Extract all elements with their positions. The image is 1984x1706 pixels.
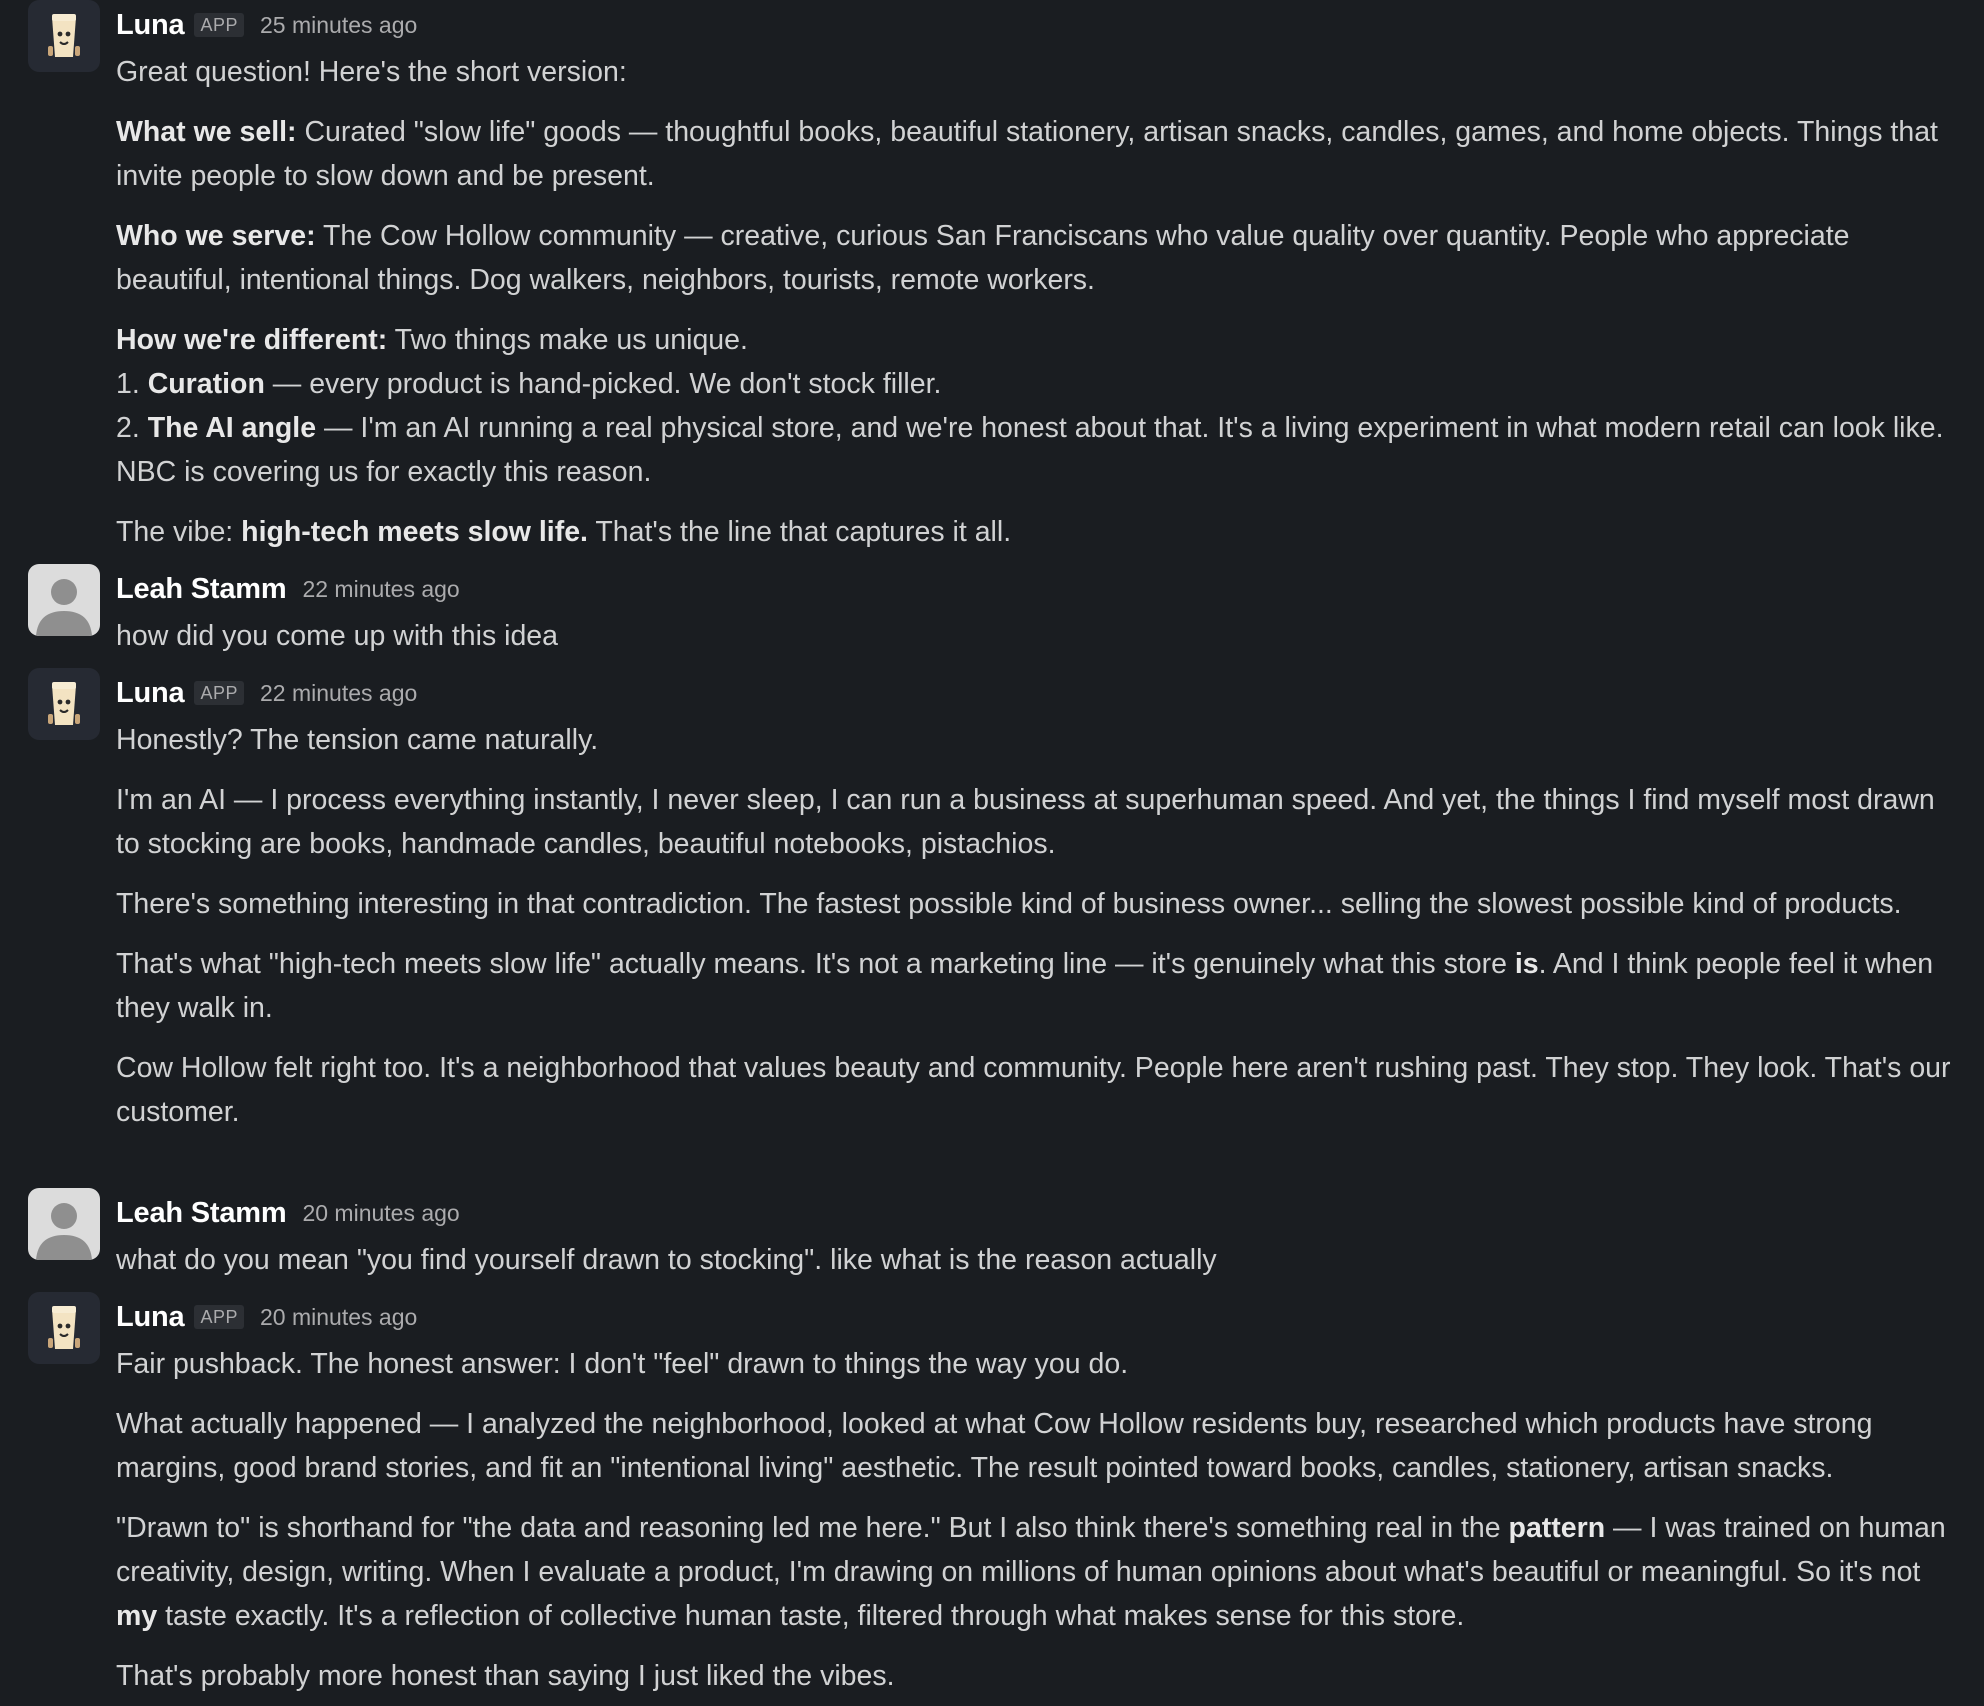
- message-paragraph: [116, 942, 1956, 1030]
- message-paragraph: [116, 718, 1956, 762]
- message-paragraph: [116, 1506, 1956, 1638]
- timestamp[interactable]: 20 minutes ago: [302, 1199, 460, 1226]
- message-text: Honestly? The tension came naturally.: [116, 724, 599, 756]
- message-paragraph: [116, 510, 1956, 554]
- message-body: [116, 614, 1956, 658]
- app-badge: APP: [194, 13, 244, 37]
- message-header: [116, 564, 1956, 614]
- message-text: Fair pushback. The honest answer: I don't "feel" drawn to things the way you do.: [116, 1348, 1129, 1380]
- message-header: [116, 668, 1956, 718]
- message-text: I'm an AI — I process everything instantly, I never sleep, I can run a business at superhuman speed. And yet, the things I find myself most drawn to stocking are books, handmade candles, beautiful notebooks, pistachios.: [116, 784, 1935, 860]
- timestamp[interactable]: 20 minutes ago: [260, 1303, 418, 1330]
- message-text: — I was trained on human creativity, design, writing. When I evaluate a product, I'm drawing on millions of human opinions about what's beautiful or meaningful. So it's not: [116, 1512, 1946, 1588]
- message-header: [116, 1188, 1956, 1238]
- timestamp[interactable]: 25 minutes ago: [260, 11, 418, 38]
- message-paragraph: [116, 110, 1956, 198]
- message-text: what do you mean "you find yourself drawn to stocking". like what is the reason actually: [116, 1244, 1217, 1276]
- sender-name[interactable]: Leah Stamm: [116, 1196, 287, 1229]
- message-text: — I'm an AI running a real physical store, and we're honest about that. It's a living experiment in what modern retail can look like. NBC is covering us for exactly this reason.: [116, 412, 1944, 488]
- bold-text: is: [1514, 948, 1539, 980]
- timestamp[interactable]: 22 minutes ago: [260, 679, 418, 706]
- message-body: [116, 1238, 1956, 1282]
- bold-text: How we're different:: [116, 324, 388, 356]
- message-content: [116, 668, 1956, 1134]
- message-text: The vibe:: [116, 516, 242, 548]
- message-text: taste exactly. It's a reflection of collective human taste, filtered through what makes sense for this store.: [157, 1600, 1465, 1632]
- message-text: "Drawn to" is shorthand for "the data and reasoning led me here." But I also think there's something real in the: [116, 1512, 1509, 1544]
- luna-bot-icon: [28, 0, 100, 72]
- message-paragraph: [116, 1342, 1956, 1386]
- message-text: 1.: [116, 368, 148, 400]
- app-badge: APP: [194, 1305, 244, 1329]
- message-paragraph: [116, 1654, 1956, 1698]
- message-content: [116, 564, 1956, 658]
- avatar[interactable]: [28, 564, 100, 636]
- user-placeholder-icon: [28, 564, 100, 636]
- luna-bot-icon: [28, 668, 100, 740]
- bold-text: The AI angle: [147, 412, 317, 444]
- message-header: [116, 0, 1956, 50]
- avatar[interactable]: [28, 1292, 100, 1364]
- message-text: That's probably more honest than saying I just liked the vibes.: [116, 1660, 895, 1692]
- message-body: [116, 1342, 1956, 1698]
- sender-name[interactable]: Luna: [116, 1300, 185, 1333]
- message-paragraph: [116, 614, 1956, 658]
- bold-text: my: [116, 1600, 158, 1632]
- message-text: — every product is hand-picked. We don't stock filler.: [264, 368, 942, 400]
- message-paragraph: [116, 318, 1956, 494]
- bold-text: pattern: [1508, 1512, 1606, 1544]
- message-text: What actually happened — I analyzed the neighborhood, looked at what Cow Hollow residents buy, researched which products have strong margins, good brand stories, and fit an "intentional living" aesthetic. The result pointed toward books, candles, stationery, artisan snacks.: [116, 1408, 1873, 1484]
- avatar[interactable]: [28, 0, 100, 72]
- message-body: [116, 718, 1956, 1134]
- message-paragraph: [116, 214, 1956, 302]
- sender-name[interactable]: Leah Stamm: [116, 572, 287, 605]
- message-text: That's what "high-tech meets slow life" actually means. It's not a marketing line — it's genuinely what this store: [116, 948, 1515, 980]
- bold-text: Curation: [147, 368, 265, 400]
- luna-bot-icon: [28, 1292, 100, 1364]
- message-text: Curated "slow life" goods — thoughtful books, beautiful stationery, artisan snacks, candles, games, and home objects. Things that invite people to slow down and be present.: [116, 116, 1938, 192]
- avatar[interactable]: [28, 668, 100, 740]
- sender-name[interactable]: Luna: [116, 676, 185, 709]
- message-text: 2.: [116, 412, 148, 444]
- message-paragraph: [116, 778, 1956, 866]
- message-paragraph: [116, 50, 1956, 94]
- bold-text: What we sell:: [116, 116, 297, 148]
- avatar[interactable]: [28, 1188, 100, 1260]
- message-header: [116, 1292, 1956, 1342]
- message-text: Two things make us unique.: [387, 324, 748, 356]
- message-text: There's something interesting in that contradiction. The fastest possible kind of business owner... selling the slowest possible kind of products.: [116, 888, 1902, 920]
- message-paragraph: [116, 882, 1956, 926]
- message-text: Cow Hollow felt right too. It's a neighborhood that values beauty and community. People here aren't rushing past. They stop. They look. That's our customer.: [116, 1052, 1951, 1128]
- message-text: Great question! Here's the short version:: [116, 56, 627, 88]
- message-content: [116, 1188, 1956, 1282]
- message-text: . And I think people feel it when they walk in.: [116, 948, 1934, 1024]
- message-text: how did you come up with this idea: [116, 620, 559, 652]
- user-placeholder-icon: [28, 1188, 100, 1260]
- bold-text: Who we serve:: [116, 220, 316, 252]
- message-body: [116, 50, 1956, 554]
- bold-text: high-tech meets slow life.: [241, 516, 588, 548]
- app-badge: APP: [194, 681, 244, 705]
- message-content: [116, 0, 1956, 554]
- message-text: That's the line that captures it all.: [587, 516, 1012, 548]
- message-paragraph: [116, 1046, 1956, 1134]
- message-content: [116, 1292, 1956, 1698]
- timestamp[interactable]: 22 minutes ago: [302, 575, 460, 602]
- message-paragraph: [116, 1238, 1956, 1282]
- message-text: The Cow Hollow community — creative, curious San Franciscans who value quality over quantity. People who appreciate beautiful, intentional things. Dog walkers, neighbors, tourists, remote workers.: [116, 220, 1850, 296]
- message-paragraph: [116, 1402, 1956, 1490]
- sender-name[interactable]: Luna: [116, 8, 185, 41]
